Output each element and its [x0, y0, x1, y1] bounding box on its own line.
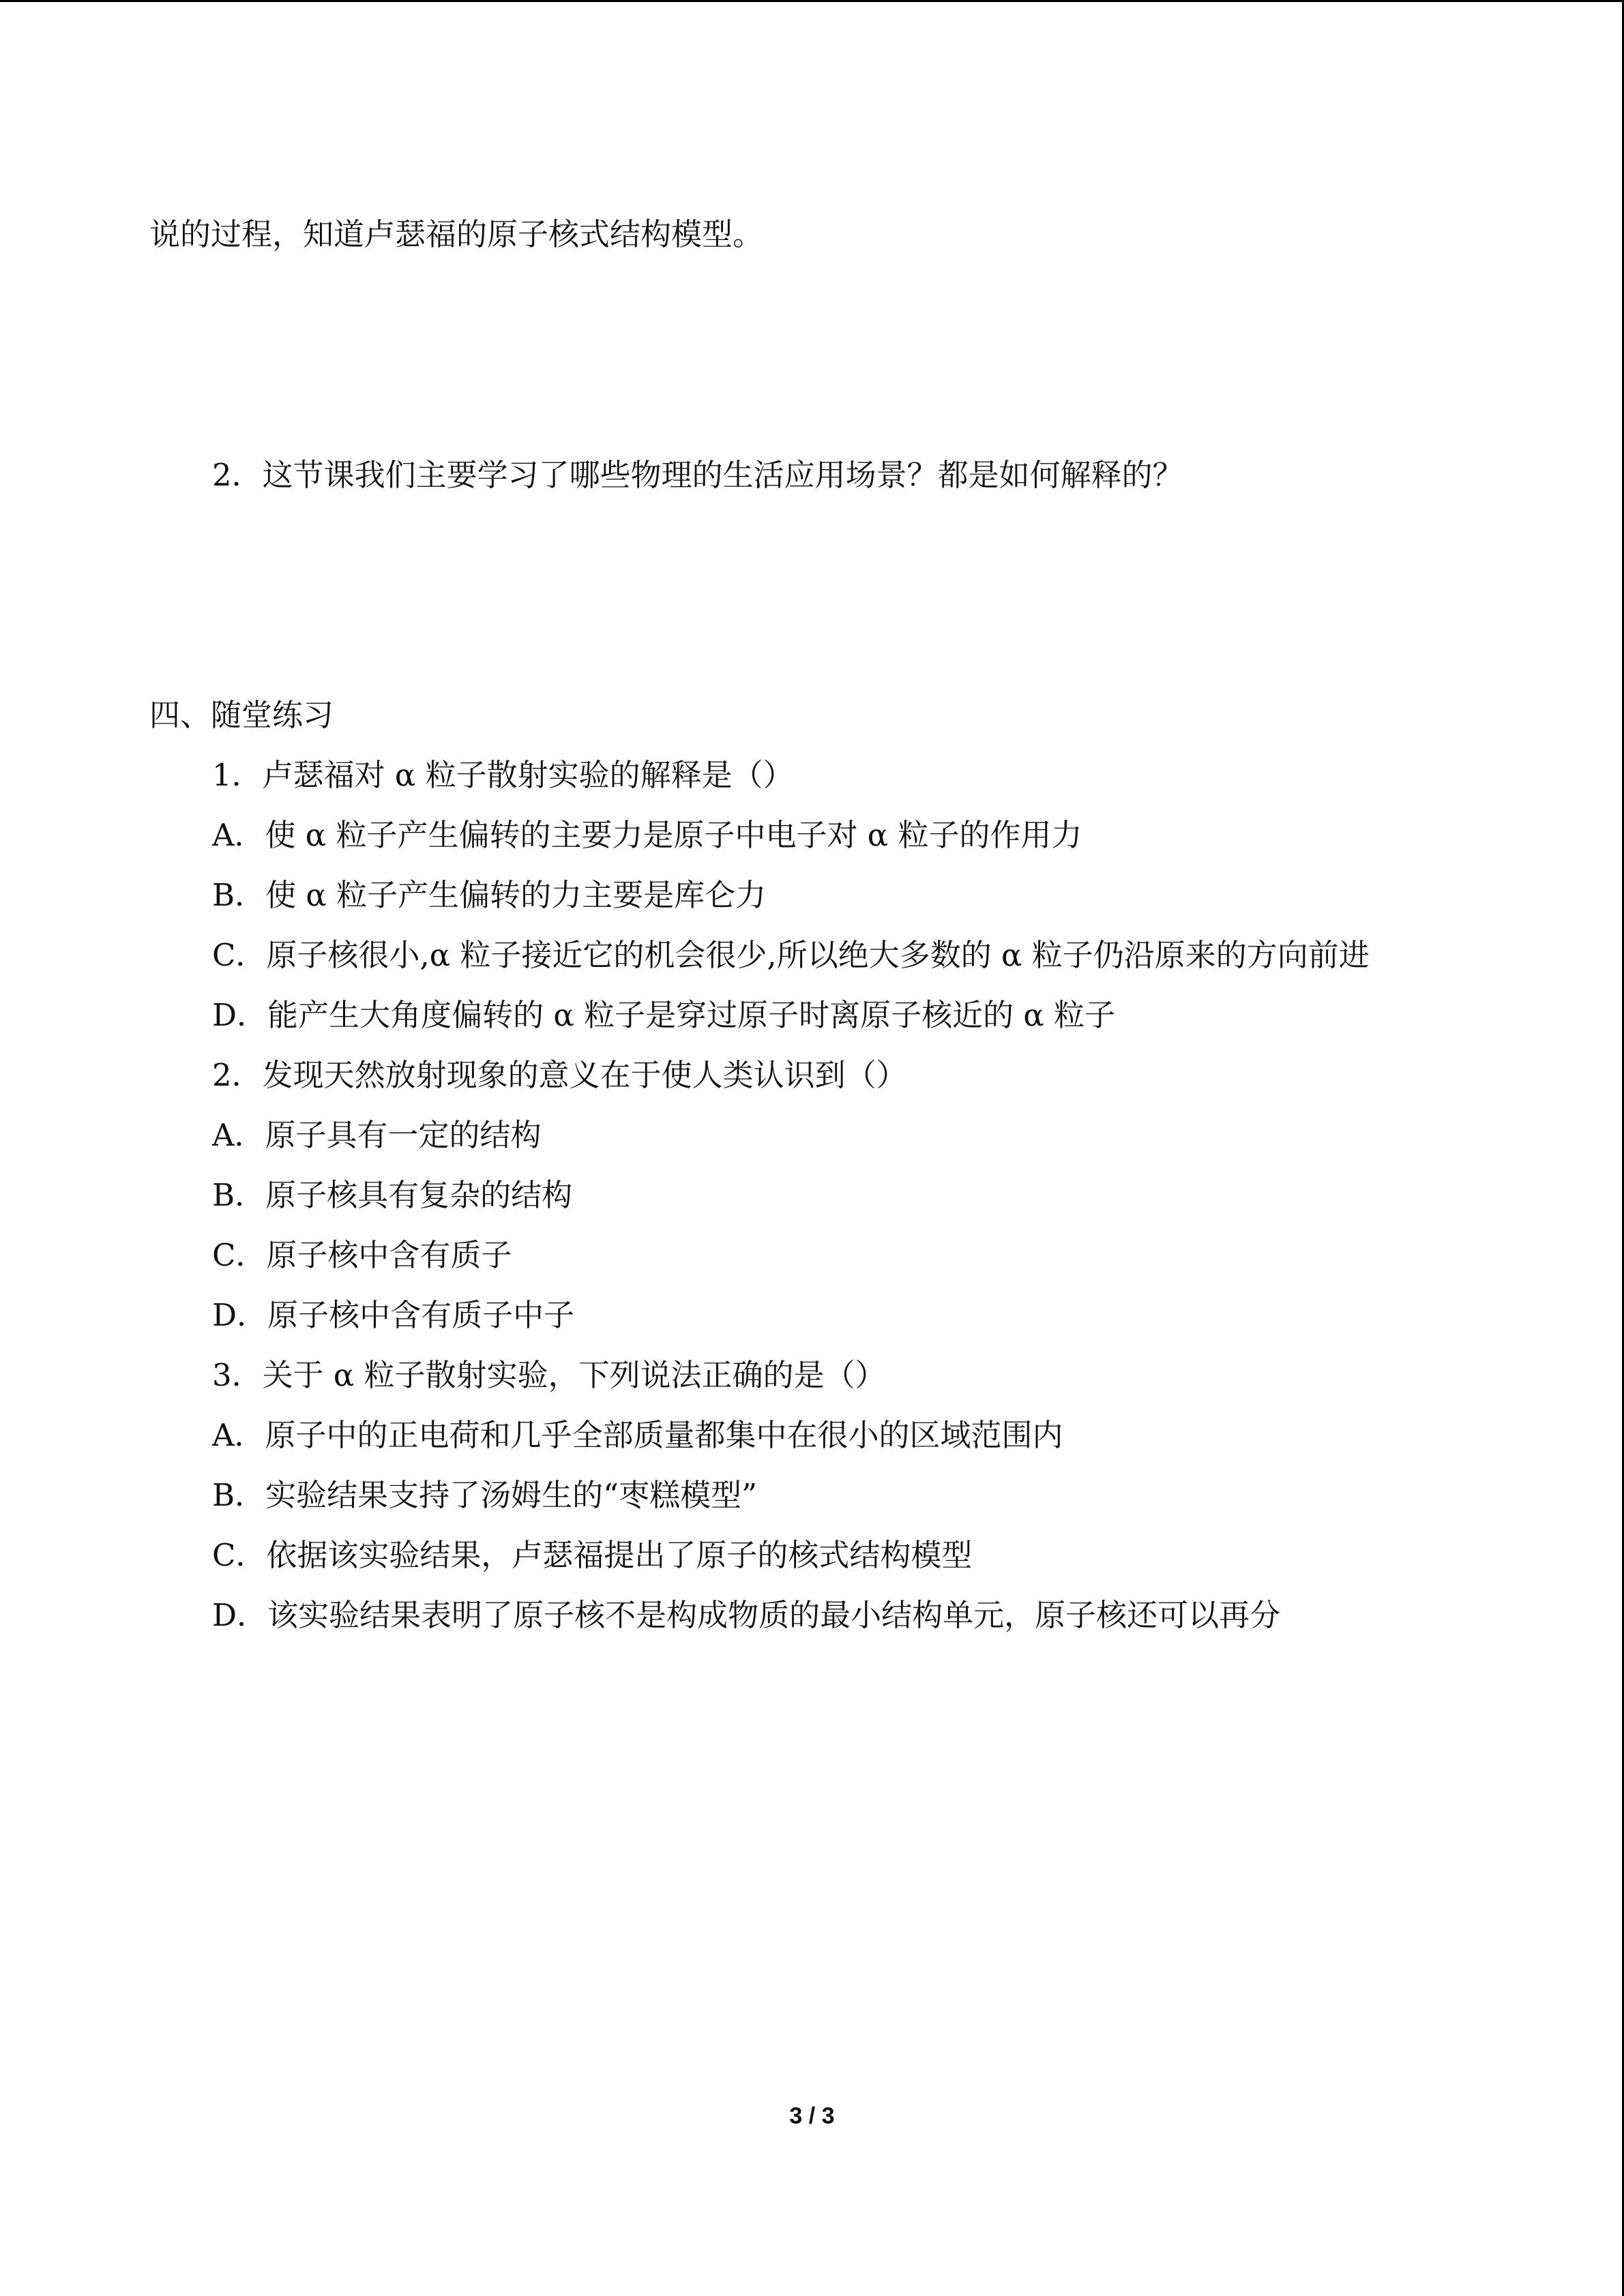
- section-heading: 四、随堂练习: [149, 697, 334, 733]
- review-question-2: 2．这节课我们主要学习了哪些物理的生活应用场景？都是如何解释的？: [212, 457, 1183, 493]
- exercise-1-option-d: D．能产生大角度偏转的 α 粒子是穿过原子时离原子核近的 α 粒子: [212, 997, 1116, 1033]
- exercise-2-option-b: B．原子核具有复杂的结构: [212, 1177, 573, 1213]
- exercise-3-option-a: A．原子中的正电荷和几乎全部质量都集中在很小的区域范围内: [212, 1417, 1063, 1453]
- exercise-2-option-d: D．原子核中含有质子中子: [212, 1297, 575, 1333]
- page-number: 3 / 3: [789, 2103, 835, 2129]
- exercise-2-option-c: C．原子核中含有质子: [212, 1237, 512, 1273]
- exercise-1-option-c: C．原子核很小,α 粒子接近它的机会很少,所以绝大多数的 α 粒子仍沿原来的方向前进: [212, 937, 1370, 973]
- exercise-3-option-d: D．该实验结果表明了原子核不是构成物质的最小结构单元，原子核还可以再分: [212, 1597, 1281, 1633]
- exercise-1-question: 1．卢瑟福对 α 粒子散射实验的解释是（）: [212, 757, 794, 793]
- exercise-1-option-b: B．使 α 粒子产生偏转的力主要是库仑力: [212, 877, 767, 913]
- exercise-2-question: 2．发现天然放射现象的意义在于使人类认识到（）: [212, 1057, 907, 1093]
- exercise-3-question: 3．关于 α 粒子散射实验，下列说法正确的是（）: [212, 1357, 886, 1393]
- continuation-text: 说的过程，知道卢瑟福的原子核式结构模型。: [149, 216, 764, 252]
- exercise-3-option-b: B．实验结果支持了汤姆生的“枣糕模型”: [212, 1477, 758, 1513]
- exercise-1-option-a: A．使 α 粒子产生偏转的主要力是原子中电子对 α 粒子的作用力: [212, 817, 1082, 853]
- exercise-3-option-c: C．依据该实验结果，卢瑟福提出了原子的核式结构模型: [212, 1537, 973, 1573]
- page-border-top: [0, 0, 1624, 2]
- exercise-2-option-a: A．原子具有一定的结构: [212, 1117, 542, 1153]
